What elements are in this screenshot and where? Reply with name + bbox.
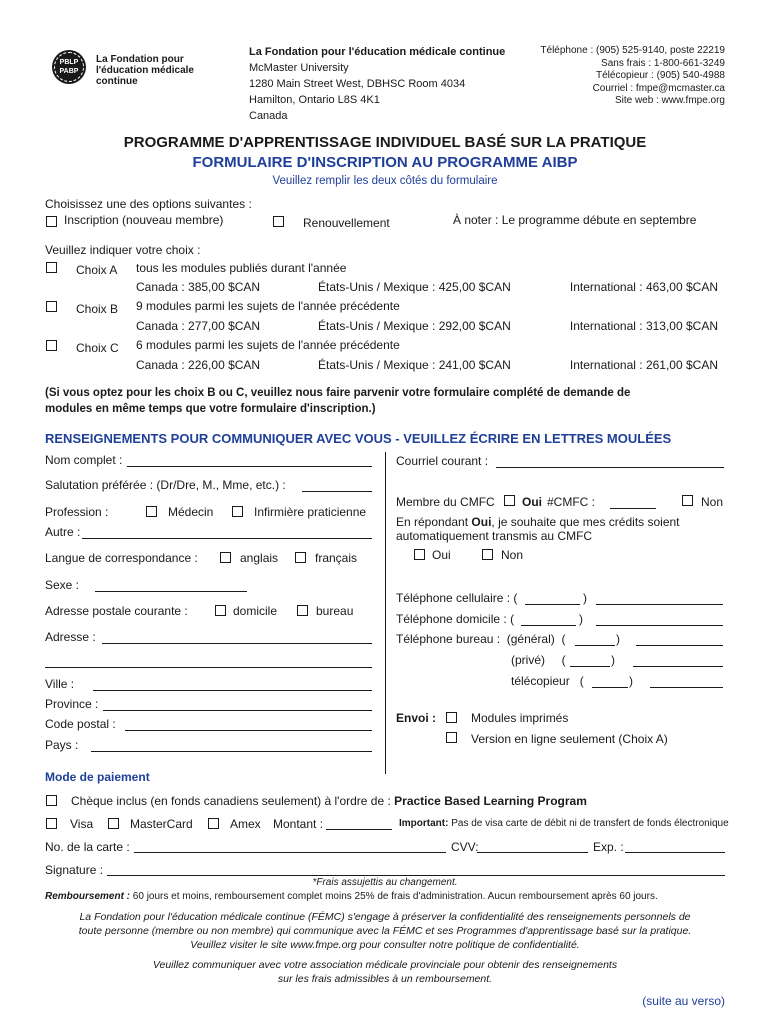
- inscription-label: Inscription (nouveau membre): [64, 213, 224, 227]
- version-ligne-label: Version en ligne seulement (Choix A): [471, 732, 668, 746]
- modules-imprimes-checkbox[interactable]: [446, 712, 457, 723]
- modules-imprimes-label: Modules imprimés: [471, 711, 569, 725]
- inscription-checkbox[interactable]: [46, 216, 57, 227]
- cmfc-label: Membre du CMFC: [396, 495, 495, 509]
- credits-text-line2: automatiquement transmis au CMFC: [396, 529, 593, 543]
- langue-label: Langue de correspondance :: [45, 551, 198, 565]
- infirmiere-label: Infirmière praticienne: [254, 505, 367, 519]
- cvv-field[interactable]: [477, 852, 588, 853]
- montant-label: Montant :: [273, 817, 324, 831]
- francais-checkbox[interactable]: [295, 552, 306, 563]
- credits-text-line1: [396, 515, 680, 529]
- privacy-statement: [0, 910, 770, 952]
- francais-label: français: [315, 551, 358, 565]
- code-postal-label: Code postal :: [45, 717, 116, 731]
- montant-field[interactable]: [326, 829, 392, 830]
- contact-line: Téléphone : (905) 525-9140, poste 22219: [540, 45, 725, 56]
- suite-au-verso: (suite au verso): [642, 994, 725, 1008]
- credits-text-pre: En répondant: [396, 515, 472, 529]
- choice-prompt: Veuillez indiquer votre choix :: [45, 243, 201, 257]
- adresse-field[interactable]: [102, 643, 372, 644]
- credits-text-bold: Oui: [471, 515, 492, 529]
- signature-label: Signature :: [45, 863, 104, 877]
- salutation-label: Salutation préférée : (Dr/Dre, M., Mme, etc.) :: [45, 478, 286, 492]
- renouvellement-checkbox[interactable]: [273, 216, 284, 227]
- contact-section-heading: RENSEIGNEMENTS POUR COMMUNIQUER AVEC VOUS - VEUILLEZ ÉCRIRE EN LETTRES MOULÉES: [45, 431, 672, 446]
- sexe-field[interactable]: [95, 591, 247, 592]
- tel-cell-area-field[interactable]: [525, 604, 580, 605]
- choix-a-us: États-Unis / Mexique : 425,00 $CAN: [318, 280, 511, 294]
- choix-b-desc: 9 modules parmi les sujets de l'année précédente: [136, 299, 400, 313]
- contact-line: Site web : www.fmpe.org: [614, 95, 725, 106]
- tel-cell-field[interactable]: [596, 604, 723, 605]
- tel-prive-area-field[interactable]: [570, 666, 610, 667]
- credits-oui-checkbox[interactable]: [414, 549, 425, 560]
- privacy-line: Veuillez visiter le site www.fmpe.org pour consulter notre politique de confidentialité.: [190, 939, 580, 951]
- tel-bur-area-field[interactable]: [575, 645, 615, 646]
- credits-oui-label: Oui: [432, 548, 451, 562]
- choix-c-label: Choix C: [76, 341, 119, 355]
- tel-dom-label: Téléphone domicile : (: [396, 612, 515, 626]
- cvv-label: CVV:: [451, 840, 479, 854]
- cmfc-oui-checkbox[interactable]: [504, 495, 515, 506]
- tel-prive-label: (privé) (: [511, 653, 566, 667]
- amex-checkbox[interactable]: [208, 818, 219, 829]
- address-line: La Fondation pour l'éducation médicale continue: [249, 46, 506, 58]
- logo-text-top: PBLP: [59, 59, 79, 66]
- anglais-label: anglais: [240, 551, 279, 565]
- nom-field[interactable]: [127, 466, 372, 467]
- telecopieur-field[interactable]: [650, 687, 723, 688]
- adresse-field-line2[interactable]: [45, 667, 372, 668]
- choix-a-label: Choix A: [76, 263, 118, 277]
- address-line: McMaster University: [249, 62, 349, 74]
- choix-b-canada: Canada : 277,00 $CAN: [136, 319, 261, 333]
- credits-text-post: , je souhaite que mes crédits soient: [491, 515, 680, 529]
- tel-prive-field[interactable]: [633, 666, 723, 667]
- provincial-line: Veuillez communiquer avec votre association médicale provinciale pour obtenir des renseignements: [152, 959, 618, 971]
- tel-dom-field[interactable]: [596, 625, 723, 626]
- exp-field[interactable]: [625, 852, 725, 853]
- autre-label: Autre :: [45, 525, 81, 539]
- ville-field[interactable]: [93, 690, 372, 691]
- choix-a-checkbox[interactable]: [46, 262, 57, 273]
- visa-checkbox[interactable]: [46, 818, 57, 829]
- cheque-label: [71, 794, 587, 808]
- adresse-label: Adresse :: [45, 630, 96, 644]
- tel-bur-paren: ): [616, 632, 620, 646]
- courriel-label: Courriel courant :: [396, 454, 489, 468]
- choix-b-intl: International : 313,00 $CAN: [569, 319, 718, 333]
- telecopieur-paren: ): [629, 674, 633, 688]
- choice-notice-line1: (Si vous optez pour les choix B ou C, veuillez nous faire parvenir votre formulaire complété de demande de: [45, 387, 631, 399]
- courriel-field[interactable]: [496, 467, 724, 468]
- page-title: PROGRAMME D'APPRENTISSAGE INDIVIDUEL BASÉ SUR LA PRATIQUE: [123, 134, 647, 151]
- org-name: [96, 54, 194, 87]
- sexe-label: Sexe :: [45, 578, 80, 592]
- choix-c-intl: International : 261,00 $CAN: [569, 358, 718, 372]
- envoi-label: Envoi :: [396, 711, 437, 725]
- frais-note: *Frais assujettis au changement.: [312, 877, 458, 888]
- column-divider: [385, 452, 386, 774]
- address-line: Hamilton, Ontario L8S 4K1: [249, 94, 380, 106]
- remboursement-label: Remboursement :: [45, 891, 131, 902]
- privacy-line: toute personne (membre ou non membre) qui communique avec la FÉMC et ses Programmes d'apprentissage basé sur la pratique.: [78, 925, 692, 937]
- bureau-checkbox[interactable]: [297, 605, 308, 616]
- cheque-text: Chèque inclus (en fonds canadiens seulement) à l'ordre de :: [71, 794, 395, 808]
- address-line: Canada: [249, 110, 288, 122]
- important-text: Pas de visa carte de débit ni de transfert de fonds électronique: [448, 818, 729, 829]
- tel-prive-paren: ): [611, 653, 615, 667]
- options-prompt: Choisissez une des options suivantes :: [45, 197, 252, 211]
- provincial-note: [0, 958, 770, 986]
- cheque-payee: Practice Based Learning Program: [394, 794, 587, 808]
- september-note: À noter : Le programme débute en septembre: [453, 213, 697, 227]
- contact-line: Courriel : fmpe@mcmaster.ca: [592, 82, 725, 94]
- medecin-label: Médecin: [168, 505, 214, 519]
- autre-field[interactable]: [82, 538, 372, 539]
- tel-dom-area-field[interactable]: [521, 625, 576, 626]
- medecin-checkbox[interactable]: [146, 506, 157, 517]
- cmfc-num-field[interactable]: [610, 508, 656, 509]
- fmpe-logo: [52, 50, 86, 84]
- cmfc-non-checkbox[interactable]: [682, 495, 693, 506]
- adresse-postale-label: Adresse postale courante :: [45, 604, 188, 618]
- exp-label: Exp. :: [593, 840, 624, 854]
- important-label: Important:: [399, 818, 449, 829]
- province-label: Province :: [45, 697, 99, 711]
- cheque-checkbox[interactable]: [46, 795, 57, 806]
- tel-bur-label: Téléphone bureau : (général) (: [396, 632, 566, 646]
- choix-c-desc: 6 modules parmi les sujets de l'année précédente: [136, 338, 400, 352]
- contact-info: [540, 45, 725, 108]
- address-line: 1280 Main Street West, DBHSC Room 4034: [249, 78, 466, 90]
- cmfc-non-label: Non: [701, 495, 724, 509]
- tel-cell-paren: ): [583, 591, 587, 605]
- contact-line: Sans frais : 1-800-661-3249: [601, 57, 725, 69]
- provincial-line: sur les frais admissibles à un remboursement.: [277, 973, 493, 985]
- mastercard-checkbox[interactable]: [108, 818, 119, 829]
- choix-c-us: États-Unis / Mexique : 241,00 $CAN: [318, 358, 511, 372]
- choix-b-label: Choix B: [76, 302, 119, 316]
- amex-label: Amex: [230, 817, 261, 831]
- payment-heading: Mode de paiement: [45, 770, 150, 784]
- no-carte-label: No. de la carte :: [45, 840, 130, 854]
- renouvellement-label: Renouvellement: [303, 216, 390, 230]
- pays-field[interactable]: [91, 751, 372, 752]
- postal-address: [249, 44, 505, 124]
- telecopieur-area-field[interactable]: [592, 687, 628, 688]
- choice-notice-line2: modules en même temps que votre formulaire d'inscription.): [45, 403, 376, 415]
- tel-cell-label: Téléphone cellulaire : (: [396, 591, 518, 605]
- telecopieur-label: télécopieur (: [511, 674, 584, 688]
- credits-non-label: Non: [501, 548, 524, 562]
- province-field[interactable]: [103, 710, 372, 711]
- no-carte-field[interactable]: [134, 852, 446, 853]
- version-ligne-checkbox[interactable]: [446, 732, 457, 743]
- cmfc-oui-label: Oui: [522, 495, 542, 509]
- ville-label: Ville :: [45, 677, 75, 691]
- choix-b-checkbox[interactable]: [46, 301, 57, 312]
- tel-bur-field[interactable]: [636, 645, 723, 646]
- domicile-checkbox[interactable]: [215, 605, 226, 616]
- anglais-checkbox[interactable]: [220, 552, 231, 563]
- tel-dom-paren: ): [579, 612, 583, 626]
- remboursement-note: [45, 891, 658, 902]
- choix-b-us: États-Unis / Mexique : 292,00 $CAN: [318, 319, 511, 333]
- important-note: [399, 818, 729, 829]
- contact-line: Télécopieur : (905) 540-4988: [596, 70, 725, 81]
- form-note: Veuillez remplir les deux côtés du formulaire: [272, 175, 498, 187]
- org-name-line: l'éducation médicale: [96, 65, 194, 76]
- bureau-label: bureau: [316, 604, 354, 618]
- choix-a-intl: International : 463,00 $CAN: [569, 280, 718, 294]
- salutation-field[interactable]: [302, 491, 372, 492]
- code-postal-field[interactable]: [125, 730, 372, 731]
- choix-c-canada: Canada : 226,00 $CAN: [136, 358, 261, 372]
- org-name-line: continue: [96, 76, 138, 87]
- mastercard-label: MasterCard: [130, 817, 193, 831]
- form-subtitle: FORMULAIRE D'INSCRIPTION AU PROGRAMME AIBP: [192, 154, 578, 171]
- signature-field[interactable]: [107, 875, 725, 876]
- infirmiere-checkbox[interactable]: [232, 506, 243, 517]
- pays-label: Pays :: [45, 738, 79, 752]
- choix-c-checkbox[interactable]: [46, 340, 57, 351]
- nom-label: Nom complet :: [45, 453, 123, 467]
- org-name-line: La Fondation pour: [96, 54, 184, 65]
- visa-label: Visa: [70, 817, 94, 831]
- choix-a-canada: Canada : 385,00 $CAN: [136, 280, 261, 294]
- privacy-line: La Fondation pour l'éducation médicale continue (FÉMC) s'engage à préserver la confidentialité des renseignements personnels de: [79, 911, 691, 923]
- credits-non-checkbox[interactable]: [482, 549, 493, 560]
- cmfc-num-label: #CMFC :: [547, 495, 595, 509]
- profession-label: Profession :: [45, 505, 109, 519]
- remboursement-text: 60 jours et moins, remboursement complet moins 25% de frais d'administration. Aucun remboursement après 60 jours.: [130, 891, 658, 902]
- domicile-label: domicile: [233, 604, 278, 618]
- choix-a-desc: tous les modules publiés durant l'année: [136, 261, 347, 275]
- logo-text-bottom: PABP: [59, 68, 79, 75]
